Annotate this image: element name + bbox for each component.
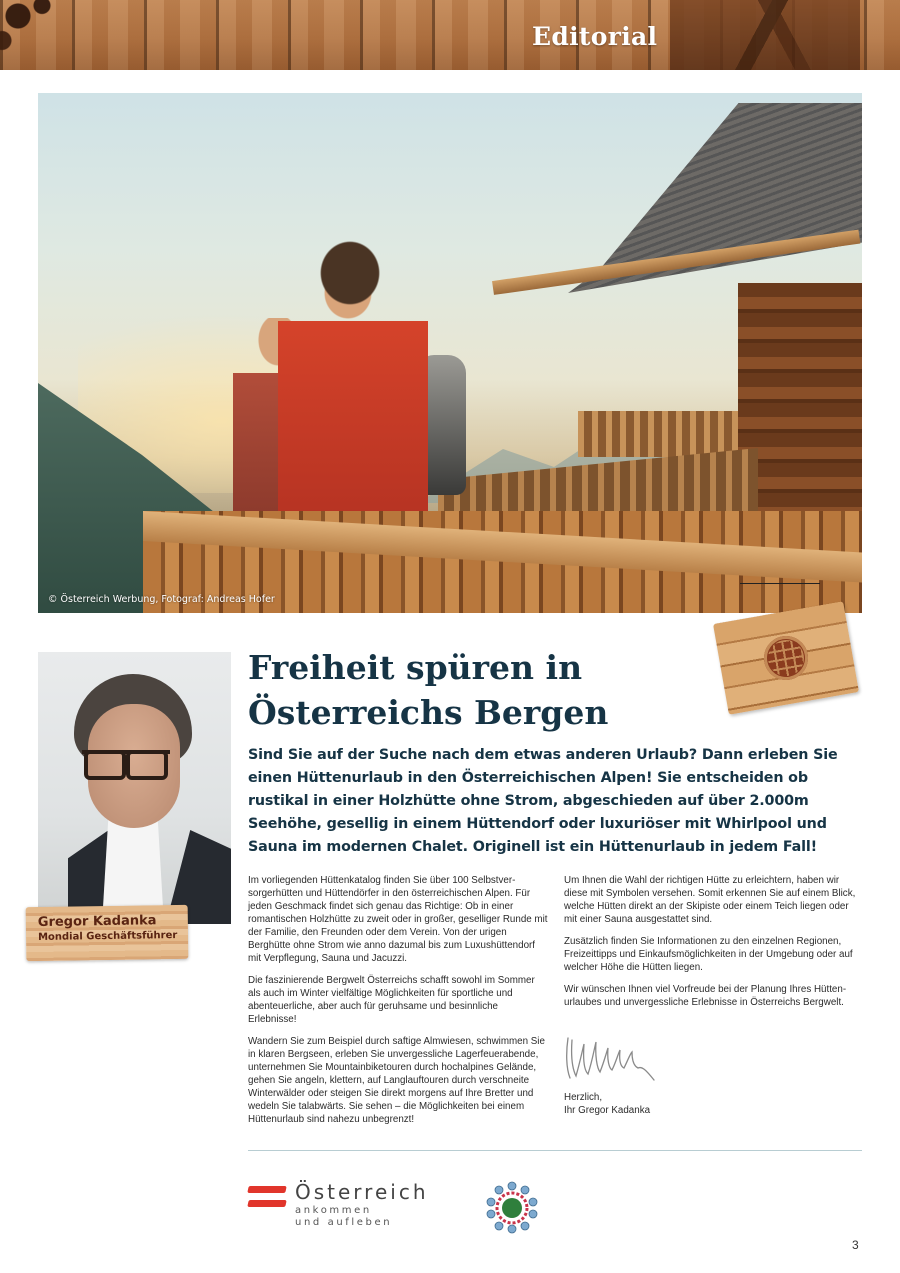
paragraph: Wir wünschen Ihnen viel Vorfreude bei der Planung Ihres Hüttenurlaubes und unvergessliche Erlebnisse in Österreichs Bergwelt. <box>564 984 847 1008</box>
portrait-glasses <box>82 750 170 774</box>
terrace-railing-upper <box>578 411 738 457</box>
austria-logo-word: Österreich <box>295 1180 429 1204</box>
austria-logo-tagline-2: und aufleben <box>295 1217 393 1228</box>
austria-flag-stripe <box>247 1186 286 1193</box>
hiker-man <box>278 241 428 531</box>
closing <box>564 1091 650 1117</box>
author-name-sign <box>26 905 189 961</box>
partner-badge-logo <box>484 1180 540 1234</box>
author-name: Gregor Kadanka <box>37 913 157 930</box>
page-number: 3 <box>852 1238 859 1252</box>
paragraph: Wandern Sie zum Beispiel durch saftige Almwiesen, schwimmen Sie in klaren Bergseen, erleben Sie unvergessliche Lagerfeuerabende, unternehmen Sie Mountainbiketouren durch hochalpines Gelände, gehen Sie angeln, klettern, auf Langlauftouren durch verschneite Winterwälder oder steigen Sie direkt morgens auf Ihre Bretter und wedeln Sie talabwärts. Sie sehen – die Möglichkeiten bei einem Hüttenurlaub sind nahezu unbegrenzt! <box>248 1036 545 1125</box>
body-column-right <box>564 874 864 1018</box>
closing-greeting: Herzlich, <box>564 1092 603 1103</box>
austria-tourism-logo <box>248 1180 458 1230</box>
footer-divider <box>248 1150 862 1151</box>
headline-line-2: Österreichs Bergen <box>248 693 609 732</box>
header-banner <box>0 0 900 70</box>
section-title: Editorial <box>532 22 658 51</box>
hero-photo <box>38 93 862 613</box>
article-headline <box>248 645 708 735</box>
handwritten-signature <box>562 1032 662 1088</box>
closing-name: Ihr Gregor Kadanka <box>564 1105 651 1116</box>
paragraph: Im vorliegenden Hüttenkatalog finden Sie über 100 Selbstversorgerhütten und Hüttendörfer in den österreichischen Alpen. Für jeden Geschmack findet sich genau das Richtige: Ob in einer romantischen Holzhütte zu zweit oder in großer, geselliger Runde mit der Familie, den Freunden oder dem Verein. Von der urigen Berghütte ohne Strom wie anno dazumal bis zum Luxushüttendorf mit Verpflegung, Sauna und Jacuzzi. <box>248 875 548 964</box>
article-lead: Sind Sie auf der Suche nach dem etwas anderen Urlaub? Dann erleben Sie einen Hüttenurlaub in den Österreichischen Alpen! Sie entscheiden ob rustikal in einer Holzhütte ohne Strom, abgeschieden auf über 2.000m Seehöhe, gesellig in einem Hüttendorf oder luxuriöser mit Whirlpool und Sauna im modernen Chalet. Originell ist ein Hüttenurlaub in jedem Fall! <box>248 747 838 855</box>
body-column-left <box>248 874 548 1135</box>
paragraph: Um Ihnen die Wahl der richtigen Hütte zu erleichtern, haben wir diese mit Symbolen versehen. Somit erkennen Sie auf einem Blick, welche Hütten direkt an der Skipiste oder einem Teich liegen oder mit einer Sauna ausgestattet sind. <box>564 875 856 925</box>
headline-line-1: Freiheit spüren in <box>248 648 583 687</box>
wood-carving-decoration-right <box>670 0 860 70</box>
author-role: Mondial Geschäftsführer <box>37 930 178 943</box>
austria-logo-tagline-1: ankommen <box>295 1205 372 1216</box>
photo-credit: © Österreich Werbung, Fotograf: Andreas Hofer <box>48 594 275 605</box>
paragraph: Die faszinierende Bergwelt Österreichs schafft sowohl im Sommer als auch im Winter vielfältige Möglichkeiten für sportliche und abenteuerliche, aber auch für geruhsame und besinnliche Erlebnisse! <box>248 975 535 1025</box>
paragraph: Zusätzlich finden Sie Informationen zu den einzelnen Regionen, Freizeittipps und Einkaufsmöglichkeiten in der Umgebung oder auf welcher Höhe die Hütten liegen. <box>564 936 853 973</box>
author-portrait <box>38 652 231 924</box>
hanging-wood-sign <box>713 601 859 715</box>
wood-carving-decoration-left <box>0 0 66 58</box>
austria-flag-stripe <box>247 1200 286 1207</box>
globe-icon <box>761 633 812 684</box>
